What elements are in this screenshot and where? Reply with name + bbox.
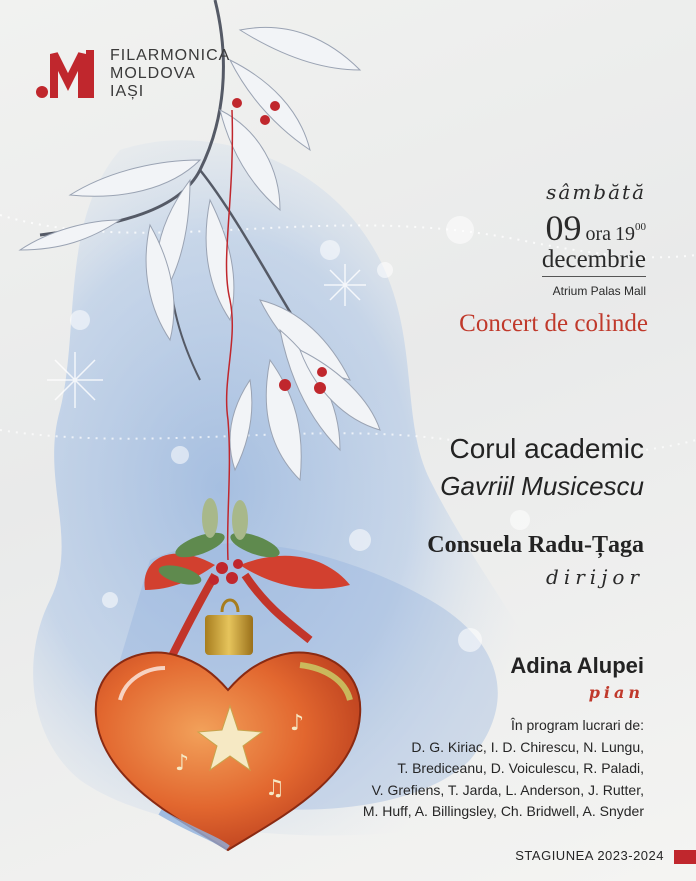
filarmonica-logo (32, 46, 230, 102)
program-line: V. Grefiens, T. Jarda, L. Anderson, J. Rutter, (371, 781, 644, 798)
logo-m-icon (32, 46, 104, 102)
season-label: STAGIUNEA 2023-2024 (515, 848, 664, 863)
pianist-name: Adina Alupei (510, 653, 644, 678)
svg-text:♪: ♪ (290, 711, 305, 736)
svg-text:♪: ♪ (175, 751, 190, 776)
event-venue: Atrium Palas Mall (552, 284, 646, 298)
concert-title: Concert de colinde (459, 310, 648, 337)
logo-line-3: IAȘI (110, 83, 145, 100)
program-line: În program lucrari de: (510, 717, 644, 733)
logo-line-1: FILARMONICA (110, 47, 231, 64)
event-day: sâmbătă (546, 180, 646, 204)
program-line: D. G. Kiriac, I. D. Chirescu, N. Lungu, (411, 738, 644, 755)
program-list (363, 715, 644, 823)
event-minutes: 00 (635, 221, 646, 233)
logo-line-2: MOLDOVA (110, 65, 196, 82)
logo-wordmark (110, 47, 230, 101)
event-hour: 19 (615, 223, 635, 245)
choir-line-2: Gavriil Musicescu (440, 471, 644, 501)
event-date-time (545, 208, 646, 248)
choir-line-1: Corul academic (449, 433, 644, 464)
event-ora-label: ora (585, 223, 611, 245)
conductor-name: Consuela Radu-Țaga (427, 532, 644, 558)
conductor-role: dirijor (546, 565, 644, 589)
program-line: M. Huff, A. Billingsley, Ch. Bridwell, A. Snyder (362, 803, 644, 819)
svg-text:♫: ♫ (265, 776, 285, 801)
season-accent-bar (674, 850, 696, 864)
event-date-number: 09 (545, 208, 582, 248)
pianist-role: pian (588, 683, 644, 702)
event-month: decembrie (542, 246, 646, 277)
program-line: T. Brediceanu, D. Voiculescu, R. Paladi, (397, 760, 644, 776)
